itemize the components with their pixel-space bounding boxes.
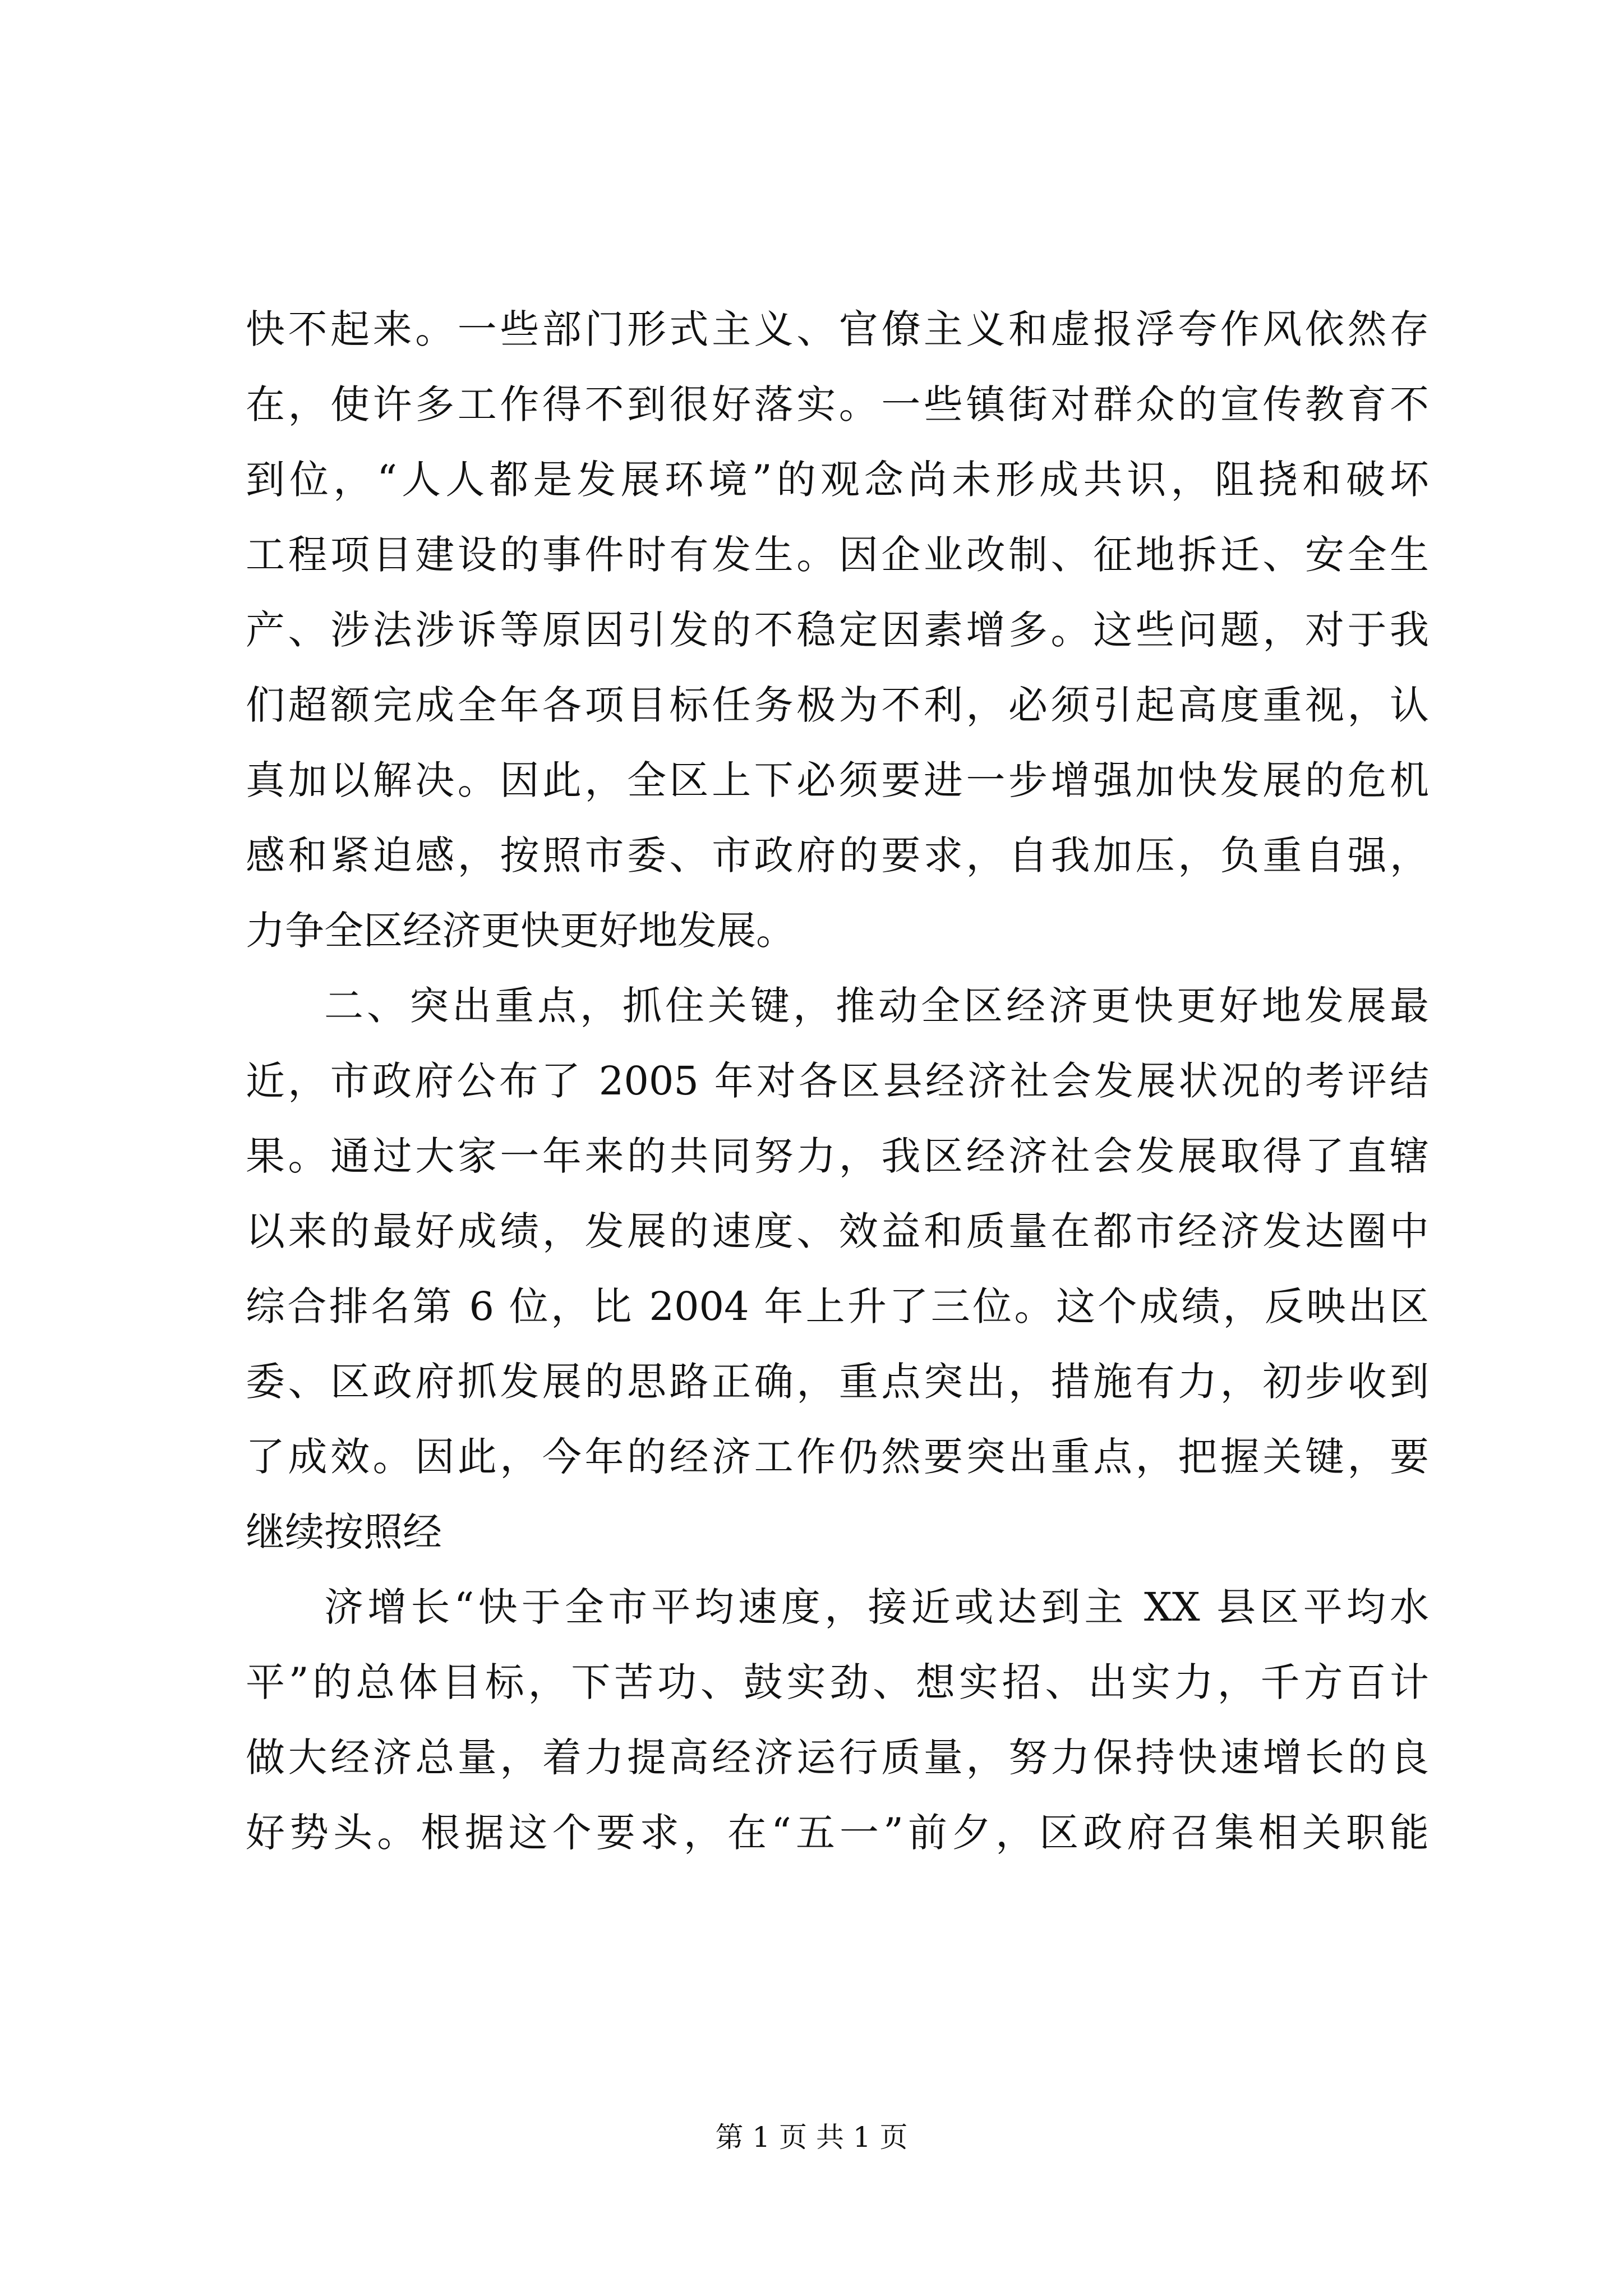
paragraph-line: 们超额完成全年各项目标任务极为不利，必须引起高度重视，认 xyxy=(246,682,1429,728)
paragraph-line: 到位，“人人都是发展环境”的观念尚未形成共识，阻挠和破坏 xyxy=(246,457,1429,503)
paragraph-line: 以来的最好成绩，发展的速度、效益和质量在都市经济发达圈中 xyxy=(246,1208,1429,1254)
paragraph-line: 真加以解决。因此，全区上下必须要进一步增强加快发展的危机 xyxy=(246,757,1429,803)
paragraph-line: 果。通过大家一年来的共同努力，我区经济社会发展取得了直辖 xyxy=(246,1133,1429,1179)
page-number-label: 第 1 页 共 1 页 xyxy=(715,2121,908,2154)
paragraph-line: 了成效。因此，今年的经济工作仍然要突出重点，把握关键，要 xyxy=(246,1434,1429,1480)
paragraph-line: 快不起来。一些部门形式主义、官僚主义和虚报浮夸作风依然存 xyxy=(246,306,1429,352)
paragraph-line: 在，使许多工作得不到很好落实。一些镇街对群众的宣传教育不 xyxy=(246,381,1429,427)
paragraph-line: 济增长“快于全市平均速度，接近或达到主 XX 县区平均水 xyxy=(324,1584,1429,1630)
paragraph-line: 继续按照经 xyxy=(246,1509,442,1555)
paragraph-line: 委、区政府抓发展的思路正确，重点突出，措施有力，初步收到 xyxy=(246,1359,1429,1405)
paragraph-line: 做大经济总量，着力提高经济运行质量，努力保持快速增长的良 xyxy=(246,1734,1429,1780)
page-footer xyxy=(0,2115,1623,2155)
paragraph-line: 综合排名第 6 位，比 2004 年上升了三位。这个成绩，反映出区 xyxy=(246,1283,1429,1329)
paragraph-line: 平”的总体目标，下苦功、鼓实劲、想实招、出实力，千方百计 xyxy=(246,1659,1429,1705)
paragraph-line: 产、涉法涉诉等原因引发的不稳定因素增多。这些问题，对于我 xyxy=(246,607,1429,653)
paragraph-line: 近，市政府公布了 2005 年对各区县经济社会发展状况的考评结 xyxy=(246,1058,1429,1104)
paragraph-line: 力争全区经济更快更好地发展。 xyxy=(246,908,795,954)
paragraph-line: 感和紧迫感，按照市委、市政府的要求，自我加压，负重自强， xyxy=(246,832,1429,878)
section-heading-line: 二、突出重点，抓住关键，推动全区经济更快更好地发展最 xyxy=(324,983,1429,1029)
paragraph-line: 好势头。根据这个要求，在“五一”前夕，区政府召集相关职能 xyxy=(246,1810,1429,1856)
paragraph-line: 工程项目建设的事件时有发生。因企业改制、征地拆迁、安全生 xyxy=(246,532,1429,578)
document-body xyxy=(246,292,1429,1870)
